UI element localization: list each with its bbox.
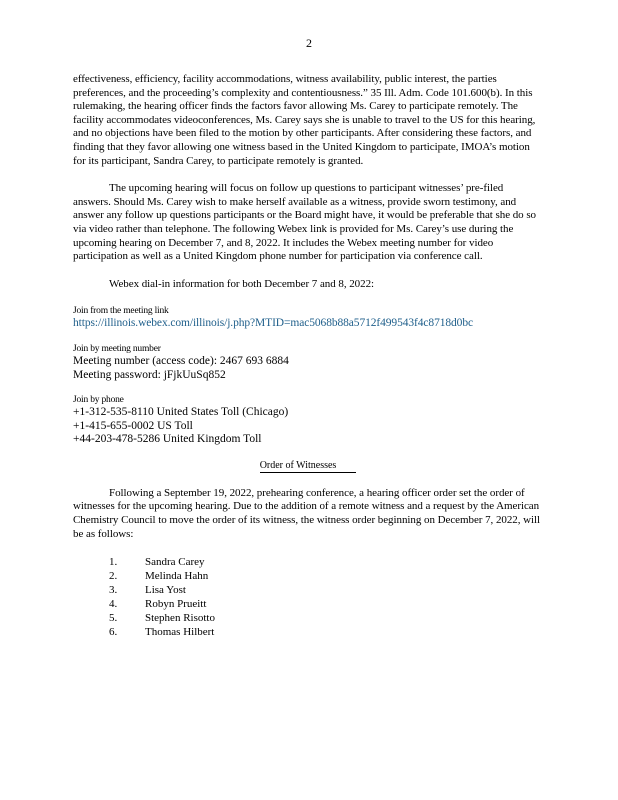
witness-number: 4.: [109, 598, 118, 611]
webex-meeting-number: Meeting number (access code): 2467 693 6884: [73, 354, 289, 367]
list-item: [73, 625, 543, 639]
paragraph-witness-order: Following a September 19, 2022, prehearing conference, a hearing officer order set the order of witnesses for the upcoming hearing. Due to the addition of a remote witness and a request by the American Chemistry Council to move the order of its witness, the witness order beginning on December 7, 2022, will be as follows:: [73, 486, 541, 540]
witness-name: Thomas Hilbert: [145, 626, 215, 639]
list-item: [73, 569, 543, 583]
document-body: [73, 73, 543, 639]
witness-number: 2.: [109, 570, 118, 583]
webex-number-label: Join by meeting number: [73, 343, 161, 354]
paragraph-webex-intro: Webex dial-in information for both December 7 and 8, 2022:: [109, 277, 375, 290]
list-item: [73, 555, 543, 569]
webex-phone-label: Join by phone: [73, 395, 124, 406]
page-number: 2: [306, 36, 312, 50]
webex-meeting-link[interactable]: https://illinois.webex.com/illinois/j.php?MTID=mac5068b88a5712f499543f4c8718d0bc: [73, 317, 473, 330]
webex-phone-chicago: +1-312-535-8110 United States Toll (Chicago): [73, 406, 289, 419]
witness-name: Robyn Prueitt: [145, 598, 207, 611]
witness-list: [73, 555, 543, 639]
witness-name: Stephen Risotto: [145, 612, 215, 625]
webex-phone-us: +1-415-655-0002 US Toll: [73, 419, 193, 432]
witness-number: 5.: [109, 612, 118, 625]
witness-name: Sandra Carey: [145, 556, 205, 569]
order-of-witnesses-heading: [73, 459, 543, 473]
witness-number: 1.: [109, 556, 118, 569]
list-item: [73, 583, 543, 597]
webex-meeting-password: Meeting password: jFjkUuSq852: [73, 368, 226, 381]
order-of-witnesses-heading-text: Order of Witnesses: [260, 459, 357, 473]
webex-link-label: Join from the meeting link: [73, 306, 169, 317]
witness-number: 3.: [109, 584, 118, 597]
witness-name: Lisa Yost: [145, 584, 186, 597]
list-item: [73, 611, 543, 625]
paragraph-remote-participation: effectiveness, efficiency, facility accommodations, witness availability, public interest, the parties preferences, and the proceeding’s complexity and contentiousness.” 35 Ill. Adm. Code 101.600(b). In this rulemaking, the hearing officer finds the factors favor allowing Ms. Carey to participate remotely. The facility accommodates videoconferences, Ms. Carey says she is unable to travel to the US for this hearing, and no objections have been filed to the motion by other participants. After considering these factors, and finding that they favor allowing one witness based in the United Kingdom to participate, IMOA’s motion for its participant, Sandra Carey, to participate remotely is granted.: [73, 73, 536, 167]
witness-name: Melinda Hahn: [145, 570, 209, 583]
list-item: [73, 597, 543, 611]
witness-number: 6.: [109, 626, 118, 639]
webex-phone-uk: +44-203-478-5286 United Kingdom Toll: [73, 433, 262, 446]
paragraph-upcoming-hearing: The upcoming hearing will focus on follow up questions to participant witnesses’ pre-filed answers. Should Ms. Carey wish to make herself available as a witness, provide sworn testimony, and answer any follow up questions participants or the Board might have, it would be preferable that she do so via video rather than telephone. The following Webex link is provided for Ms. Carey’s use during the upcoming hearing on December 7, and 8, 2022. It includes the Webex meeting number for video participation as well as a United Kingdom phone number for participation via conference call.: [73, 182, 537, 263]
